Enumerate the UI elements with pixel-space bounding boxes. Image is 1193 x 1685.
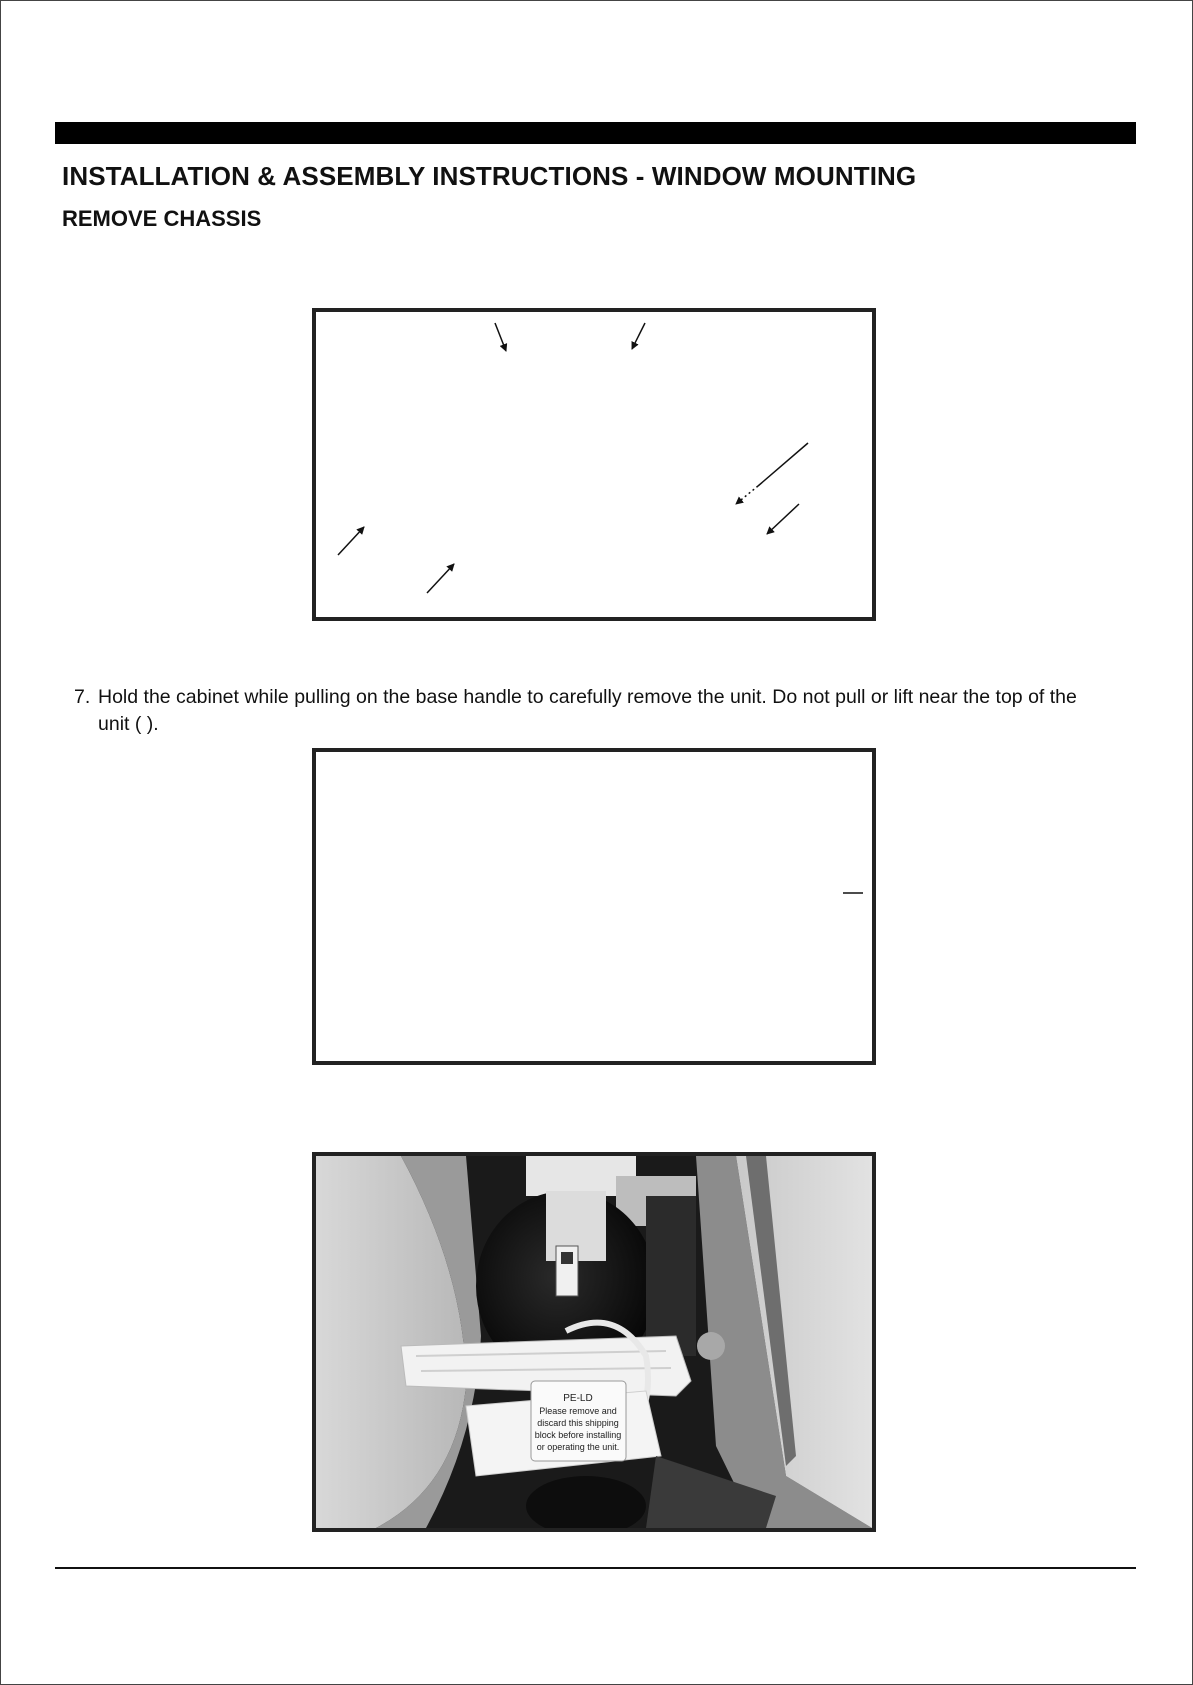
photo-label-line3: block before installing [534,1430,622,1440]
step-number: 7. [74,686,91,708]
figure-chassis-diagram [312,308,876,621]
photo-art [316,1156,872,1528]
arrow-right-long-dotted [736,486,758,504]
arrow-right-long [758,443,808,486]
footer-rule [55,1567,1136,1569]
arrow-bottom-mid [427,564,454,593]
figure-remove-unit [312,748,876,1065]
arrow-right-short [767,504,799,534]
photo-label-line4: or operating the unit. [536,1442,620,1452]
header-bar [55,122,1136,144]
photo-label-line1: Please remove and [539,1406,617,1416]
photo-label-line2: discard this shipping [537,1418,619,1428]
photo-shipping-block [312,1152,876,1532]
photo-label-code: PE-LD [563,1393,593,1404]
step-7 [74,684,1134,738]
callout-arrows [316,312,872,617]
section-title: REMOVE CHASSIS [62,206,262,231]
step-text-line2: unit ( ). [98,713,159,735]
arrow-top-left [495,323,506,351]
arrow-bottom-left [338,527,364,555]
page-title: INSTALLATION & ASSEMBLY INSTRUCTIONS - WINDOW MOUNTING [62,161,917,191]
arrow-top-right [632,323,645,349]
step-text-line1: Hold the cabinet while pulling on the base handle to carefully remove the unit. Do not pull or lift near the top of the [98,686,1077,708]
figure-remove-unit-art [316,752,872,1061]
